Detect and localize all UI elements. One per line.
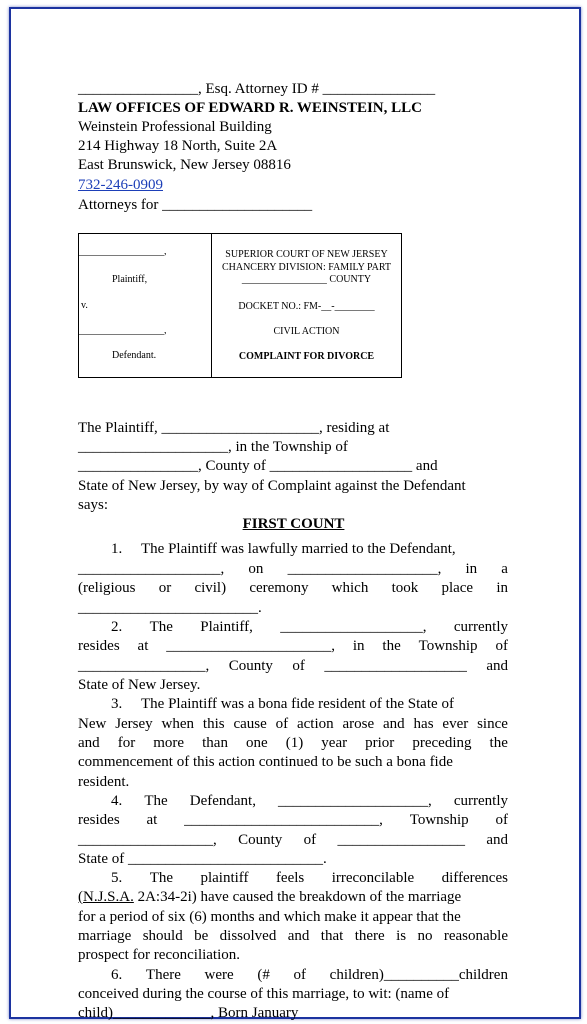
firm-building: Weinstein Professional Building — [78, 119, 272, 135]
complaint-title: COMPLAINT FOR DIVORCE — [238, 351, 375, 362]
intro-line: State of New Jersey, by way of Complaint against the Defendant — [78, 478, 466, 494]
paragraph-3-line: and for more than one (1) year prior preceding the — [78, 735, 508, 751]
paragraph-2-line: State of New Jersey. — [78, 677, 201, 693]
paragraph-3-line: resident. — [78, 774, 130, 790]
plaintiff-name-blank: _________________, — [79, 246, 167, 257]
paragraph-1-line: 1. The Plaintiff was lawfully married to the Defendant, — [111, 541, 456, 557]
case-caption-box — [78, 233, 402, 378]
attorneys-for-line: Attorneys for ____________________ — [78, 197, 313, 213]
paragraph-5-line: marriage should be dissolved and that there is no reasonable — [78, 928, 508, 944]
court-division: CHANCERY DIVISION: FAMILY PART — [221, 262, 392, 273]
paragraph-3-line: New Jersey when this cause of action arose and has ever since — [78, 716, 508, 732]
paragraph-2-line: _________________, County of ___________________ and — [78, 658, 508, 674]
paragraph-2-line: resides at ______________________, in the Township of — [78, 638, 508, 654]
firm-city: East Brunswick, New Jersey 08816 — [78, 157, 291, 173]
intro-line: The Plaintiff, _____________________, residing at — [78, 420, 390, 436]
plaintiff-label: Plaintiff, — [112, 274, 148, 285]
paragraph-2-line: 2. The Plaintiff, ___________________, currently — [111, 619, 508, 635]
intro-line: ____________________, in the Township of — [78, 439, 348, 455]
county-line: _________________ COUNTY — [241, 274, 372, 285]
paragraph-6-line: 6. There were (# of children)__________children — [111, 967, 508, 983]
defendant-label: Defendant. — [112, 350, 157, 361]
court-name: SUPERIOR COURT OF NEW JERSEY — [225, 249, 388, 260]
paragraph-4-line: resides at __________________________, Township of — [78, 812, 508, 828]
firm-name: LAW OFFICES OF EDWARD R. WEINSTEIN, LLC — [78, 100, 422, 116]
intro-line: ________________, County of ___________________ and — [78, 458, 438, 474]
first-count-heading: FIRST COUNT — [242, 516, 345, 532]
docket-number: DOCKET NO.: FM-__-________ — [238, 301, 375, 312]
paragraph-4-line: __________________, County of _________________ and — [78, 832, 508, 848]
paragraph-1-line: (religious or civil) ceremony which took place in — [78, 580, 508, 596]
paragraph-5-line: (N.J.S.A. 2A:34-2i) have caused the breakdown of the marriage — [78, 889, 462, 905]
paragraph-1-line: ________________________. — [78, 600, 262, 616]
civil-action-label: CIVIL ACTION — [273, 326, 340, 337]
paragraph-4-line: 4. The Defendant, ____________________, currently — [111, 793, 508, 809]
paragraph-6-line: child)_____________, Born January — [78, 1005, 299, 1021]
paragraph-1-line: ___________________, on ____________________, in a — [78, 561, 508, 577]
paragraph-3-line: commencement of this action continued to be such a bona fide — [78, 754, 453, 770]
intro-line: says: — [78, 497, 108, 513]
paragraph-5-line: 5. The plaintiff feels irreconcilable differences — [111, 870, 508, 886]
firm-street: 214 Highway 18 North, Suite 2A — [78, 138, 278, 154]
statute-reference: (N.J.S.A. — [78, 889, 134, 905]
defendant-name-blank: _________________, — [79, 325, 167, 336]
phone-link[interactable]: 732-246-0909 — [78, 177, 163, 193]
versus-label: v. — [81, 300, 88, 311]
paragraph-6-line: conceived during the course of this marriage, to wit: (name of — [78, 986, 450, 1002]
paragraph-5-line: for a period of six (6) months and which make it appear that the — [78, 909, 461, 925]
attorney-id-line: ________________, Esq. Attorney ID # _______________ — [78, 81, 436, 97]
paragraph-5-line: prospect for reconciliation. — [78, 947, 241, 963]
paragraph-4-line: State of __________________________. — [78, 851, 327, 867]
paragraph-3-line: 3. The Plaintiff was a bona fide resident of the State of — [111, 696, 454, 712]
